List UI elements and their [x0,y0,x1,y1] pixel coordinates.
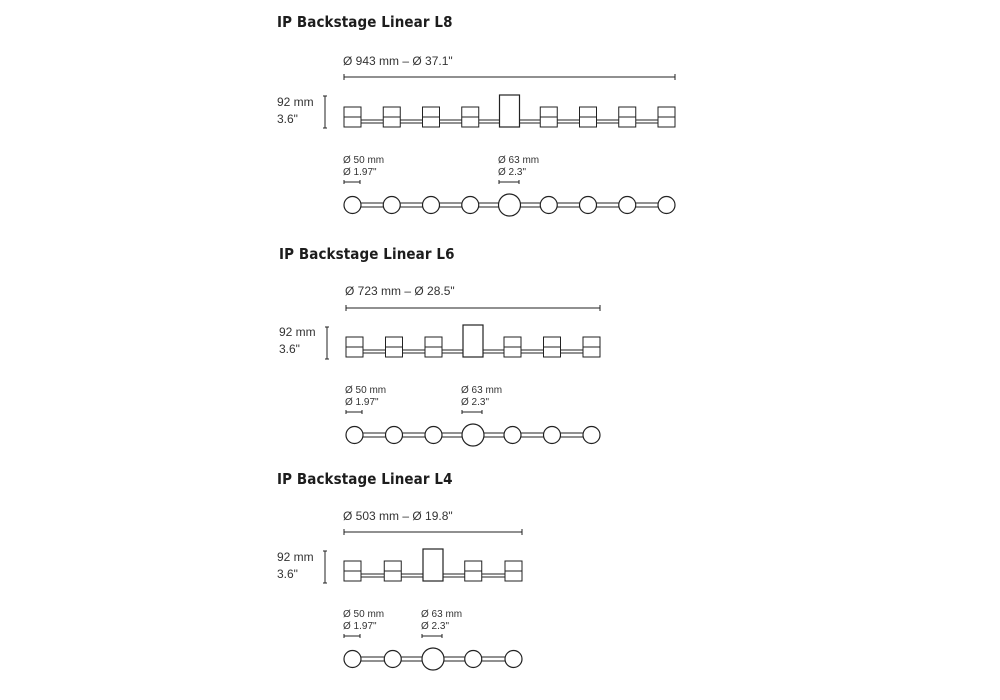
small-head-top [619,197,636,214]
small-head-top [425,427,442,444]
large-head-diameter-mm: Ø 63 mm [498,155,540,166]
small-head-diameter-mm: Ø 50 mm [343,155,385,166]
small-head-diameter-mm: Ø 50 mm [345,385,387,396]
large-head-diameter-in: Ø 2.3" [421,621,450,632]
large-head-top [462,424,484,446]
small-head-top [344,197,361,214]
small-head-top [423,197,440,214]
small-head-top [504,427,521,444]
product-title: IP Backstage Linear L4 [277,470,453,488]
large-head-diameter-in: Ø 2.3" [461,397,490,408]
small-head-top [544,427,561,444]
product-title: IP Backstage Linear L6 [279,245,455,263]
small-head-top [346,427,363,444]
small-head-top [344,651,361,668]
large-head-front [500,95,520,127]
length-dimension-label: Ø 723 mm – Ø 28.5" [345,284,455,298]
large-head-front [463,325,483,357]
height-mm-label: 92 mm [277,550,314,564]
small-head-top [505,651,522,668]
height-in-label: 3.6" [279,342,300,356]
small-head-diameter-mm: Ø 50 mm [343,609,385,620]
product-title: IP Backstage Linear L8 [277,13,453,31]
small-head-diameter-in: Ø 1.97" [345,397,379,408]
large-head-top [422,648,444,670]
large-head-diameter-mm: Ø 63 mm [461,385,503,396]
large-head-diameter-mm: Ø 63 mm [421,609,463,620]
small-head-diameter-in: Ø 1.97" [343,167,377,178]
large-head-front [423,549,443,581]
length-dimension-label: Ø 503 mm – Ø 19.8" [343,509,453,523]
small-head-diameter-in: Ø 1.97" [343,621,377,632]
small-head-top [465,651,482,668]
large-head-top [499,194,521,216]
small-head-top [386,427,403,444]
small-head-top [462,197,479,214]
small-head-top [580,197,597,214]
small-head-top [583,427,600,444]
small-head-top [383,197,400,214]
small-head-top [658,197,675,214]
length-dimension-label: Ø 943 mm – Ø 37.1" [343,54,453,68]
small-head-top [540,197,557,214]
large-head-diameter-in: Ø 2.3" [498,167,527,178]
height-in-label: 3.6" [277,112,298,126]
height-in-label: 3.6" [277,567,298,581]
small-head-top [384,651,401,668]
height-mm-label: 92 mm [277,95,314,109]
height-mm-label: 92 mm [279,325,316,339]
